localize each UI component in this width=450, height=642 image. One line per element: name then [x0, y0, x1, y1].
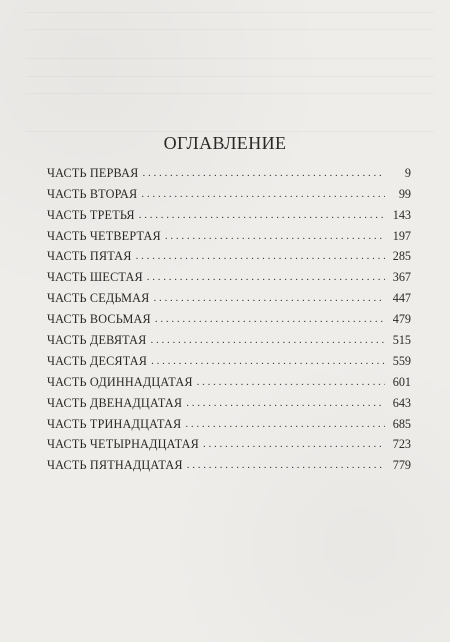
dot-leader — [155, 313, 385, 325]
toc-entry-title: ЧАСТЬ ВОСЬМАЯ — [47, 312, 151, 327]
show-through-line — [26, 29, 434, 30]
toc-entry-title: ЧАСТЬ ТРИНАДЦАТАЯ — [47, 416, 182, 431]
toc-entry — [47, 305, 411, 326]
toc-page-number: 447 — [392, 291, 411, 306]
page-title: ОГЛАВЛЕНИЕ — [163, 133, 287, 154]
dot-leader — [185, 418, 385, 430]
toc-page-number: 99 — [398, 186, 411, 201]
toc-page-number: 643 — [392, 395, 411, 410]
toc-entry-title: ЧАСТЬ ОДИННАДЦАТАЯ — [47, 374, 193, 389]
toc-entry-title: ЧАСТЬ ЧЕТЫРНАДЦАТАЯ — [47, 437, 199, 452]
toc-page-number: 601 — [392, 374, 411, 389]
dot-leader — [187, 459, 385, 471]
toc-entry-title: ЧАСТЬ ВТОРАЯ — [47, 186, 138, 201]
dot-leader — [142, 167, 385, 179]
show-through-line — [26, 76, 434, 77]
table-of-contents — [47, 159, 411, 472]
dot-leader — [203, 438, 385, 450]
dot-leader — [141, 188, 385, 200]
toc-entry-title: ЧАСТЬ ДЕСЯТАЯ — [47, 353, 148, 368]
dot-leader — [136, 250, 385, 262]
toc-entry — [47, 368, 411, 389]
toc-entry-title: ЧАСТЬ ЧЕТВЕРТАЯ — [47, 228, 161, 243]
toc-page-number: 559 — [392, 353, 411, 368]
toc-entry — [47, 431, 411, 452]
dot-leader — [197, 376, 385, 388]
dot-leader — [154, 292, 386, 304]
toc-entry — [47, 263, 411, 284]
toc-page-number: 723 — [392, 437, 411, 452]
toc-entry-title: ЧАСТЬ СЕДЬМАЯ — [47, 291, 150, 306]
toc-entry-title: ЧАСТЬ ПЯТНАДЦАТАЯ — [47, 458, 183, 473]
dot-leader — [147, 271, 385, 283]
toc-page-number: 285 — [392, 249, 411, 264]
dot-leader — [139, 209, 385, 221]
dot-leader — [151, 355, 385, 367]
toc-page-number: 9 — [404, 165, 411, 180]
toc-entry — [47, 180, 411, 201]
toc-entry — [47, 451, 411, 472]
toc-entry-title: ЧАСТЬ ПЯТАЯ — [47, 249, 132, 264]
toc-entry — [47, 410, 411, 431]
toc-entry — [47, 284, 411, 305]
toc-page-number: 685 — [392, 416, 411, 431]
toc-entry — [47, 347, 411, 368]
show-through-line — [26, 93, 434, 94]
toc-page-number: 479 — [392, 312, 411, 327]
toc-page-number: 143 — [392, 207, 411, 222]
toc-entry — [47, 222, 411, 243]
toc-page-number: 779 — [392, 458, 411, 473]
toc-page-number: 515 — [392, 333, 411, 348]
toc-entry — [47, 326, 411, 347]
toc-entry — [47, 243, 411, 264]
toc-entry-title: ЧАСТЬ ДВЕНАДЦАТАЯ — [47, 395, 183, 410]
toc-entry-title: ЧАСТЬ ТРЕТЬЯ — [47, 207, 135, 222]
toc-entry-title: ЧАСТЬ ШЕСТАЯ — [47, 270, 143, 285]
show-through-line — [26, 131, 434, 132]
toc-entry-title: ЧАСТЬ ПЕРВАЯ — [47, 165, 139, 180]
dot-leader — [186, 397, 385, 409]
toc-page-number: 197 — [392, 228, 411, 243]
toc-entry — [47, 159, 411, 180]
toc-entry-title: ЧАСТЬ ДЕВЯТАЯ — [47, 333, 147, 348]
show-through-line — [26, 12, 434, 13]
dot-leader — [165, 230, 385, 242]
show-through-line — [26, 58, 434, 59]
toc-entry — [47, 201, 411, 222]
toc-page-number: 367 — [392, 270, 411, 285]
dot-leader — [151, 334, 385, 346]
toc-entry — [47, 389, 411, 410]
